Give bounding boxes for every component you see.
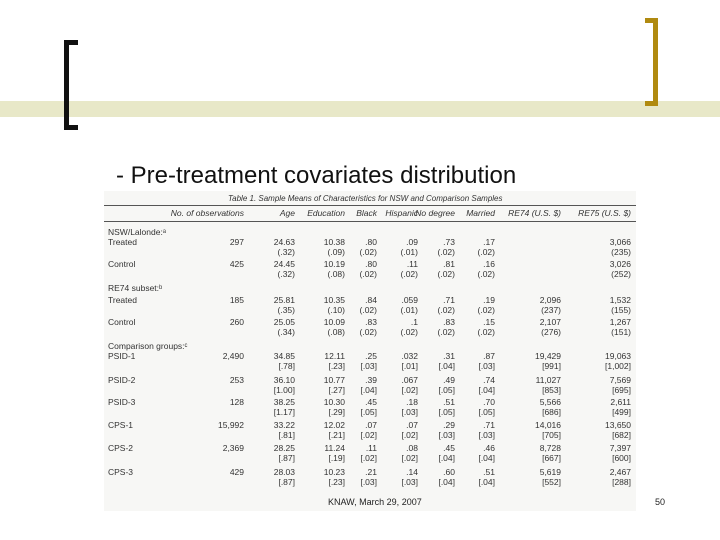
se-cell: (276) <box>541 327 561 337</box>
se-cell: (.02) <box>477 327 495 337</box>
mean-cell: 10.77 <box>323 375 345 385</box>
se-cell: (.32) <box>277 269 295 279</box>
mean-cell: 36.10 <box>273 375 295 385</box>
mean-cell: 11.24 <box>324 443 345 453</box>
se-cell: (.10) <box>327 305 345 315</box>
se-cell: [499] <box>612 407 631 417</box>
mean-cell: .74 <box>483 375 495 385</box>
mean-cell: .14 <box>406 467 418 477</box>
right-bracket-decoration <box>653 18 658 106</box>
column-header: Hispanic <box>385 208 418 218</box>
mean-cell: .73 <box>443 237 455 247</box>
mean-cell: .83 <box>443 317 455 327</box>
se-cell: (.02) <box>437 305 455 315</box>
se-cell: (235) <box>611 247 631 257</box>
se-cell: [.04] <box>438 453 455 463</box>
se-cell: [.21] <box>328 430 345 440</box>
se-cell: [.87] <box>278 453 295 463</box>
mean-cell: 19,429 <box>535 351 561 361</box>
observations-cell: 128 <box>229 397 244 407</box>
mean-cell: 1,267 <box>609 317 631 327</box>
row-label: Treated <box>108 295 137 305</box>
mean-cell: .19 <box>483 295 495 305</box>
mean-cell: 28.03 <box>273 467 295 477</box>
se-cell: [.05] <box>360 407 377 417</box>
mean-cell: 2,096 <box>539 295 561 305</box>
se-cell: [1,002] <box>605 361 631 371</box>
mean-cell: 12.02 <box>323 420 345 430</box>
row-label: Control <box>108 259 136 269</box>
row-label: Control <box>108 317 136 327</box>
se-cell: [.03] <box>360 477 377 487</box>
se-cell: [.01] <box>401 361 418 371</box>
mean-cell: .83 <box>365 317 377 327</box>
mean-cell: .032 <box>401 351 418 361</box>
mean-cell: 12.11 <box>324 351 345 361</box>
table-header-rule <box>104 221 636 222</box>
se-cell: (.02) <box>359 305 377 315</box>
left-bracket-top <box>64 40 78 45</box>
right-bracket-top <box>645 18 658 23</box>
mean-cell: .80 <box>365 237 377 247</box>
mean-cell: 13,650 <box>605 420 631 430</box>
row-label: Treated <box>108 237 137 247</box>
mean-cell: 3,026 <box>609 259 631 269</box>
se-cell: [.04] <box>360 385 377 395</box>
mean-cell: 33.22 <box>273 420 295 430</box>
se-cell: [.02] <box>401 453 418 463</box>
se-cell: [.02] <box>360 453 377 463</box>
se-cell: [.87] <box>278 477 295 487</box>
row-label: PSID-1 <box>108 351 136 361</box>
mean-cell: 8,728 <box>539 443 561 453</box>
row-label: CPS-1 <box>108 420 134 430</box>
observations-cell: 260 <box>229 317 244 327</box>
mean-cell: .11 <box>365 443 377 453</box>
se-cell: (252) <box>611 269 631 279</box>
se-cell: [.27] <box>328 385 345 395</box>
se-cell: (.02) <box>477 305 495 315</box>
mean-cell: 10.30 <box>323 397 345 407</box>
se-cell: (237) <box>541 305 561 315</box>
mean-cell: .11 <box>406 259 418 269</box>
se-cell: [991] <box>542 361 561 371</box>
mean-cell: .81 <box>443 259 455 269</box>
se-cell: [.04] <box>478 477 495 487</box>
se-cell: [.23] <box>328 361 345 371</box>
mean-cell: .29 <box>443 420 455 430</box>
mean-cell: 14,016 <box>535 420 561 430</box>
mean-cell: .84 <box>365 295 377 305</box>
mean-cell: .46 <box>483 443 495 453</box>
se-cell: [1.17] <box>273 407 295 417</box>
observations-cell: 253 <box>229 375 244 385</box>
observations-cell: 2,490 <box>222 351 244 361</box>
column-header: Education <box>307 208 345 218</box>
mean-cell: .71 <box>483 420 495 430</box>
se-cell: (.02) <box>437 269 455 279</box>
se-cell: (155) <box>611 305 631 315</box>
column-header: Age <box>279 208 295 218</box>
mean-cell: 24.45 <box>273 259 295 269</box>
mean-cell: .059 <box>401 295 418 305</box>
page-number: 50 <box>655 497 666 507</box>
se-cell: [.23] <box>328 477 345 487</box>
se-cell: [853] <box>542 385 561 395</box>
group-label: Comparison groups:ᶜ <box>108 341 188 351</box>
mean-cell: .16 <box>483 259 495 269</box>
se-cell: [.03] <box>478 361 495 371</box>
se-cell: [.04] <box>438 477 455 487</box>
se-cell: [.29] <box>328 407 345 417</box>
se-cell: [.81] <box>278 430 295 440</box>
mean-cell: 1,532 <box>609 295 631 305</box>
se-cell: [.02] <box>401 385 418 395</box>
mean-cell: .45 <box>443 443 455 453</box>
column-header: RE74 (U.S. $) <box>508 208 561 218</box>
slide-footer: KNAW, March 29, 2007 <box>328 497 422 507</box>
mean-cell: 28.25 <box>273 443 295 453</box>
se-cell: (.02) <box>359 269 377 279</box>
observations-cell: 15,992 <box>218 420 244 430</box>
mean-cell: 10.35 <box>323 295 345 305</box>
se-cell: [.04] <box>478 385 495 395</box>
se-cell: [.03] <box>360 361 377 371</box>
mean-cell: 19,063 <box>605 351 631 361</box>
se-cell: [.05] <box>438 407 455 417</box>
se-cell: (.01) <box>400 247 418 257</box>
mean-cell: .25 <box>365 351 377 361</box>
se-cell: [686] <box>542 407 561 417</box>
mean-cell: 11,027 <box>535 375 561 385</box>
se-cell: (.02) <box>359 327 377 337</box>
table-scan <box>104 191 636 511</box>
mean-cell: 5,566 <box>539 397 561 407</box>
se-cell: (.08) <box>327 327 345 337</box>
se-cell: [.05] <box>438 385 455 395</box>
observations-cell: 297 <box>229 237 244 247</box>
mean-cell: .15 <box>483 317 495 327</box>
mean-cell: 34.85 <box>273 351 295 361</box>
mean-cell: 2,611 <box>610 397 631 407</box>
observations-cell: 429 <box>229 467 244 477</box>
mean-cell: 38.25 <box>273 397 295 407</box>
observations-cell: 2,369 <box>222 443 244 453</box>
mean-cell: .49 <box>443 375 455 385</box>
se-cell: (.02) <box>400 327 418 337</box>
se-cell: (151) <box>611 327 631 337</box>
group-label: NSW/Lalonde:ᵃ <box>108 227 166 237</box>
mean-cell: 2,467 <box>609 467 631 477</box>
se-cell: (.34) <box>277 327 295 337</box>
se-cell: [552] <box>542 477 561 487</box>
mean-cell: .70 <box>483 397 495 407</box>
row-label: PSID-2 <box>108 375 136 385</box>
right-bracket-bottom <box>645 101 658 106</box>
mean-cell: .21 <box>365 467 377 477</box>
left-bracket-decoration <box>64 40 69 130</box>
se-cell: [667] <box>542 453 561 463</box>
se-cell: (.02) <box>477 269 495 279</box>
mean-cell: .08 <box>406 443 418 453</box>
mean-cell: 10.09 <box>323 317 345 327</box>
se-cell: [.19] <box>328 453 345 463</box>
se-cell: [682] <box>612 430 631 440</box>
se-cell: [1.00] <box>273 385 295 395</box>
mean-cell: 2,107 <box>539 317 561 327</box>
se-cell: [.04] <box>478 453 495 463</box>
se-cell: (.02) <box>437 247 455 257</box>
row-label: CPS-3 <box>108 467 134 477</box>
se-cell: [.03] <box>401 407 418 417</box>
mean-cell: .39 <box>365 375 377 385</box>
column-header: Married <box>466 208 495 218</box>
se-cell: [.03] <box>401 477 418 487</box>
left-bracket-bottom <box>64 125 78 130</box>
mean-cell: .45 <box>365 397 377 407</box>
column-header: No. of observations <box>170 208 244 218</box>
mean-cell: 25.81 <box>273 295 295 305</box>
mean-cell: .51 <box>483 467 495 477</box>
se-cell: [.03] <box>438 430 455 440</box>
slide-heading: - Pre-treatment covariates distribution <box>116 162 517 189</box>
mean-cell: 7,397 <box>609 443 631 453</box>
se-cell: (.32) <box>277 247 295 257</box>
mean-cell: 10.38 <box>323 237 345 247</box>
se-cell: [.03] <box>478 430 495 440</box>
mean-cell: .31 <box>443 351 455 361</box>
observations-cell: 185 <box>229 295 244 305</box>
mean-cell: .87 <box>483 351 495 361</box>
mean-cell: .067 <box>401 375 418 385</box>
mean-cell: 7,569 <box>609 375 631 385</box>
mean-cell: 10.19 <box>323 259 345 269</box>
table-top-rule <box>104 205 636 206</box>
se-cell: [.78] <box>278 361 295 371</box>
mean-cell: .51 <box>443 397 455 407</box>
mean-cell: .17 <box>483 237 495 247</box>
top-accent-band <box>0 101 720 117</box>
observations-cell: 425 <box>229 259 244 269</box>
row-label: PSID-3 <box>108 397 136 407</box>
row-label: CPS-2 <box>108 443 134 453</box>
se-cell: (.09) <box>327 247 345 257</box>
se-cell: [705] <box>542 430 561 440</box>
column-header: Black <box>356 208 377 218</box>
se-cell: [695] <box>612 385 631 395</box>
mean-cell: .1 <box>410 317 418 327</box>
mean-cell: 5,619 <box>539 467 561 477</box>
se-cell: (.02) <box>437 327 455 337</box>
mean-cell: .71 <box>443 295 455 305</box>
se-cell: (.35) <box>277 305 295 315</box>
se-cell: (.01) <box>400 305 418 315</box>
mean-cell: .18 <box>406 397 418 407</box>
se-cell: [.02] <box>360 430 377 440</box>
table-caption: Table 1. Sample Means of Characteristics for NSW and Comparison Samples <box>228 194 503 203</box>
se-cell: [.05] <box>478 407 495 417</box>
se-cell: [.04] <box>438 361 455 371</box>
se-cell: (.02) <box>400 269 418 279</box>
mean-cell: .80 <box>365 259 377 269</box>
mean-cell: .09 <box>406 237 418 247</box>
se-cell: [.02] <box>401 430 418 440</box>
column-header: No degree <box>415 208 455 218</box>
mean-cell: 25.05 <box>273 317 295 327</box>
mean-cell: .07 <box>406 420 418 430</box>
mean-cell: .60 <box>443 467 455 477</box>
mean-cell: 10.23 <box>323 467 345 477</box>
mean-cell: 24.63 <box>273 237 295 247</box>
mean-cell: .07 <box>365 420 377 430</box>
se-cell: (.08) <box>327 269 345 279</box>
se-cell: [600] <box>612 453 631 463</box>
column-header: RE75 (U.S. $) <box>578 208 631 218</box>
se-cell: [288] <box>612 477 631 487</box>
mean-cell: 3,066 <box>609 237 631 247</box>
se-cell: (.02) <box>359 247 377 257</box>
group-label: RE74 subset:ᵇ <box>108 283 163 293</box>
se-cell: (.02) <box>477 247 495 257</box>
